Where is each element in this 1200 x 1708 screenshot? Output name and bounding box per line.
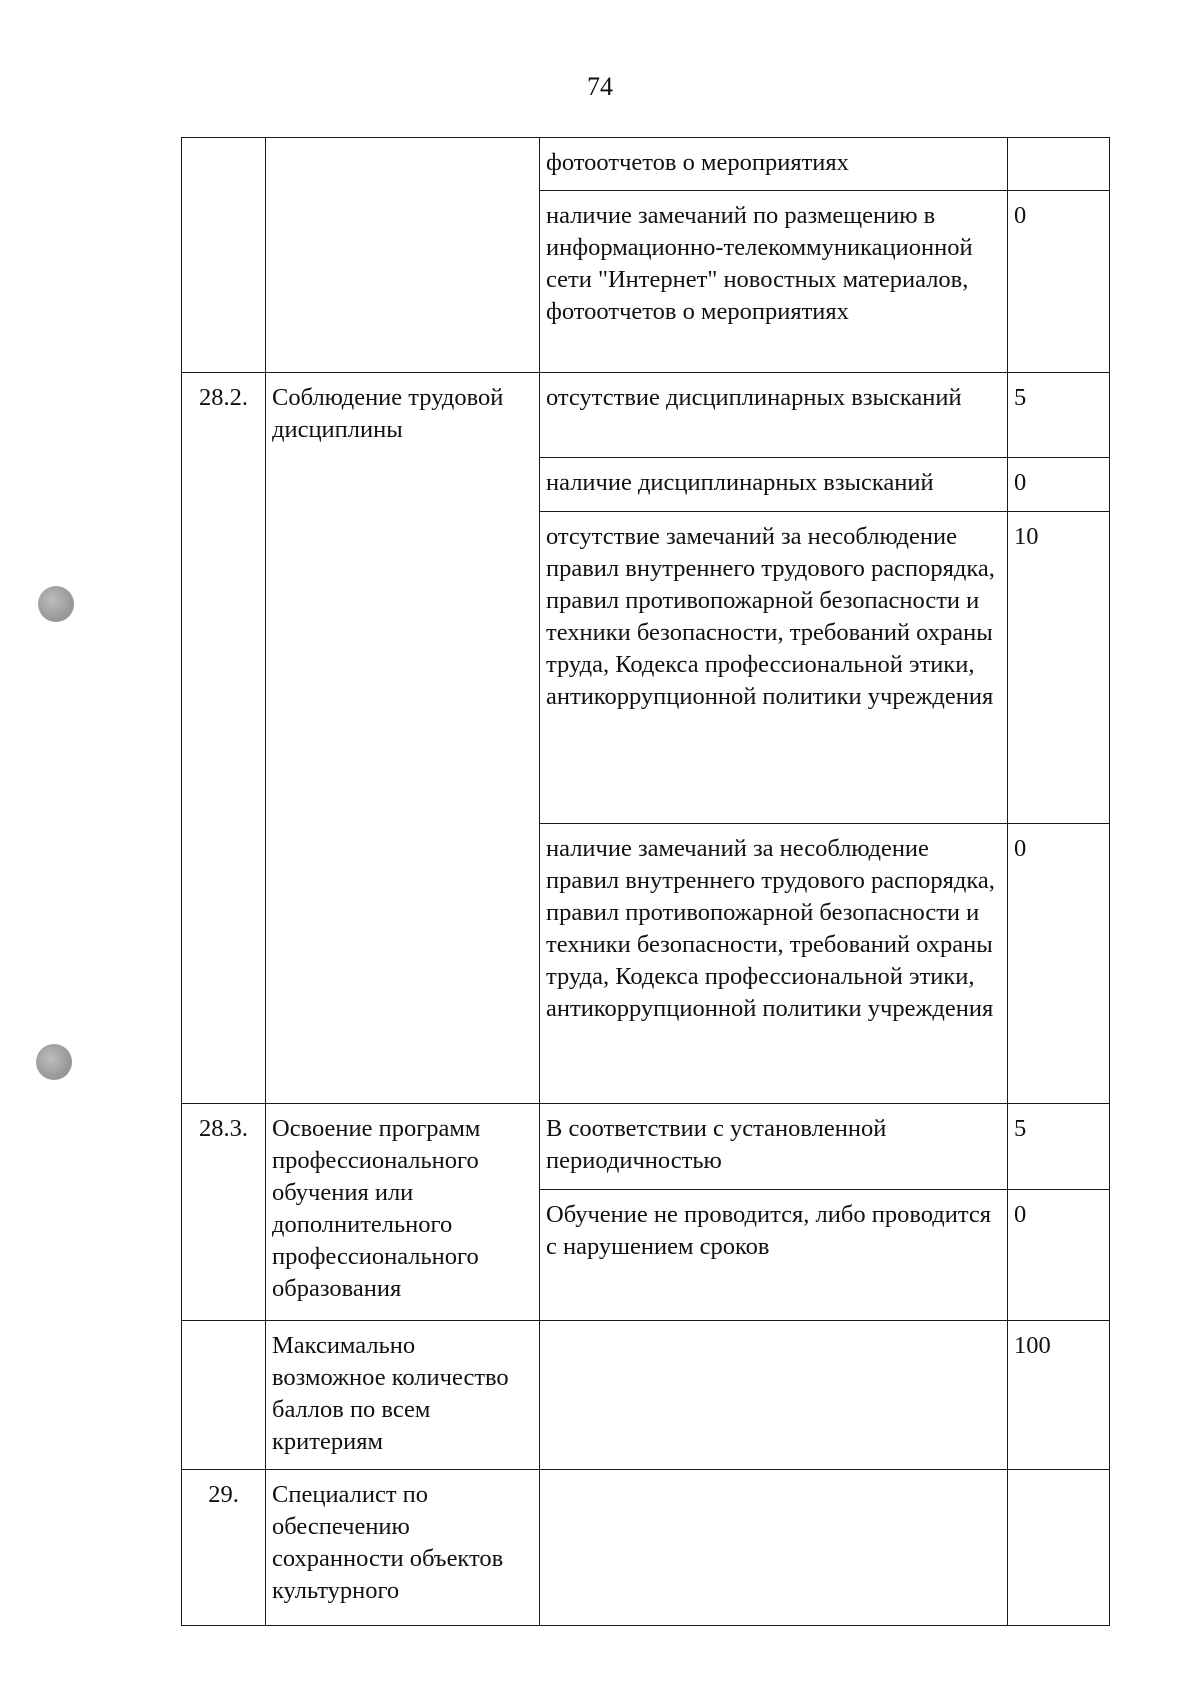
indicator-name-cell: Максимально возможное количество баллов по всем критериям xyxy=(266,1321,540,1470)
item-number-cell xyxy=(182,138,266,373)
points-cell xyxy=(1008,138,1110,191)
indicator-name-cell: Специалист по обеспечению сохранности объектов культурного xyxy=(266,1470,540,1626)
table-row xyxy=(182,1470,1110,1626)
criterion-cell xyxy=(540,1321,1008,1470)
indicator-name-cell: Освоение программ профессионального обучения или дополнительного профессионального образования xyxy=(266,1104,540,1321)
table-row xyxy=(182,373,1110,458)
points-cell xyxy=(1008,1470,1110,1626)
indicator-name-cell: Соблюдение трудовой дисциплины xyxy=(266,373,540,1104)
criterion-cell: наличие замечаний по размещению в информационно-телекоммуникационной сети "Интернет" новостных материалов, фотоотчетов о мероприятиях xyxy=(540,191,1008,373)
punch-hole-icon xyxy=(36,1044,72,1080)
points-cell: 100 xyxy=(1008,1321,1110,1470)
table-row-total xyxy=(182,1321,1110,1470)
criterion-cell xyxy=(540,1470,1008,1626)
table-row xyxy=(182,138,1110,191)
page-number: 74 xyxy=(587,72,613,101)
criterion-cell: наличие замечаний за несоблюдение правил внутреннего трудового распорядка, правил противопожарной безопасности и техники безопасности, требований охраны труда, Кодекса профессиональной этики, антикоррупционной политики учреждения xyxy=(540,824,1008,1104)
points-cell: 0 xyxy=(1008,191,1110,373)
criterion-cell: отсутствие дисциплинарных взысканий xyxy=(540,373,1008,458)
item-number-cell: 29. xyxy=(182,1470,266,1626)
punch-hole-icon xyxy=(38,586,74,622)
indicator-name-cell xyxy=(266,138,540,373)
criterion-cell: наличие дисциплинарных взысканий xyxy=(540,458,1008,512)
item-number-cell xyxy=(182,1321,266,1470)
criterion-cell: В соответствии с установленной периодичностью xyxy=(540,1104,1008,1190)
points-cell: 0 xyxy=(1008,458,1110,512)
criterion-cell: фотоотчетов о мероприятиях xyxy=(540,138,1008,191)
points-cell: 10 xyxy=(1008,512,1110,824)
criterion-cell: отсутствие замечаний за несоблюдение правил внутреннего трудового распорядка, правил противопожарной безопасности и техники безопасности, требований охраны труда, Кодекса профессиональной этики, антикоррупционной политики учреждения xyxy=(540,512,1008,824)
points-cell: 5 xyxy=(1008,373,1110,458)
points-cell: 0 xyxy=(1008,824,1110,1104)
item-number-cell: 28.3. xyxy=(182,1104,266,1321)
criteria-table xyxy=(181,137,1110,1626)
points-cell: 0 xyxy=(1008,1190,1110,1321)
points-cell: 5 xyxy=(1008,1104,1110,1190)
item-number-cell: 28.2. xyxy=(182,373,266,1104)
table-row xyxy=(182,1104,1110,1190)
criterion-cell: Обучение не проводится, либо проводится с нарушением сроков xyxy=(540,1190,1008,1321)
